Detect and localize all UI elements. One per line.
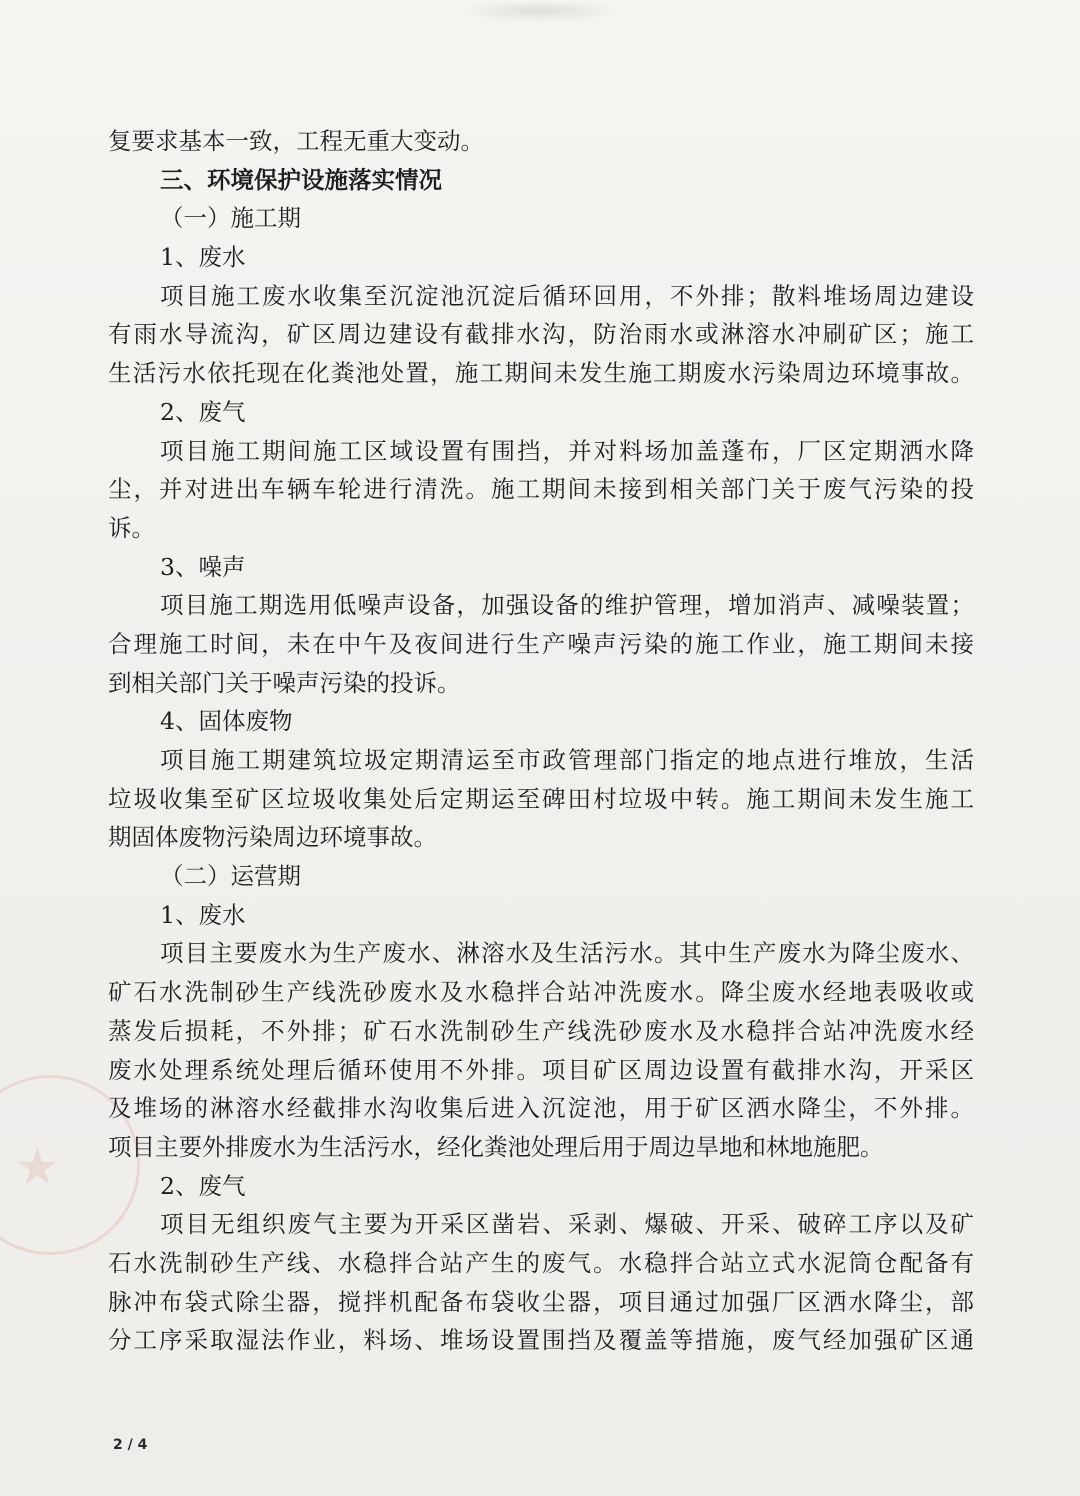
text-line: 尘，并对进出车辆车轮进行清洗。施工期间未接到相关部门关于废气污染的投: [108, 475, 974, 504]
text-line: 项目施工废水收集至沉淀池沉淀后循环回用，不外排；散料堆场周边建设: [160, 281, 974, 310]
text-line: 废水处理系统处理后循环使用不外排。项目矿区周边设置有截排水沟，开采区: [108, 1055, 974, 1084]
sub-heading: （二）运营期: [160, 862, 301, 891]
seal-star-icon: ★: [15, 1138, 60, 1196]
section-heading: 三、环境保护设施落实情况: [160, 165, 442, 194]
text-line: 分工序采取湿法作业，料场、堆场设置围挡及覆盖等措施，废气经加强矿区通: [108, 1326, 974, 1355]
sub-heading: 1、废水: [160, 900, 246, 929]
bleed-through-mark: [460, 0, 620, 22]
text-line: 生活污水依托现在化粪池处置，施工期间未发生施工期废水污染周边环境事故。: [108, 359, 974, 388]
text-line: 项目施工期建筑垃圾定期清运至市政管理部门指定的地点进行堆放，生活: [160, 746, 974, 774]
text-line: 项目主要废水为生产废水、淋溶水及生活污水。其中生产废水为降尘废水、: [160, 939, 974, 968]
text-line: 项目施工期选用低噪声设备，加强设备的维护管理，增加消声、减噪装置；: [160, 591, 974, 620]
text-line: 期固体废物污染周边环境事故。: [108, 823, 437, 852]
sub-heading: （一）施工期: [160, 204, 301, 233]
document-body: [108, 122, 974, 1360]
text-line: 有雨水导流沟，矿区周边建设有截排水沟，防治雨水或淋溶水冲刷矿区；施工: [108, 320, 974, 349]
text-line: 垃圾收集至矿区垃圾收集处后定期运至碑田村垃圾中转。施工期间未发生施工: [108, 784, 974, 813]
text-line: 到相关部门关于噪声污染的投诉。: [108, 668, 461, 697]
sub-heading: 4、固体废物: [160, 707, 293, 736]
text-line: 及堆场的淋溶水经截排水沟收集后进入沉淀池，用于矿区洒水降尘，不外排。: [108, 1094, 974, 1123]
text-line: 合理施工时间，未在中午及夜间进行生产噪声污染的施工作业，施工期间未接: [108, 629, 974, 658]
text-line: 蒸发后损耗，不外排；矿石水洗制砂生产线洗砂废水及水稳拌合站冲洗废水经: [108, 1016, 974, 1045]
sub-heading: 3、噪声: [160, 552, 246, 581]
sub-heading: 2、废气: [160, 1171, 246, 1200]
text-line: 复要求基本一致，工程无重大变动。: [108, 127, 484, 155]
page-number: 2 / 4: [113, 1437, 148, 1453]
text-line: 项目无组织废气主要为开采区凿岩、采剥、爆破、开采、破碎工序以及矿: [160, 1210, 974, 1239]
text-line: 项目主要外排废水为生活污水，经化粪池处理后用于周边旱地和林地施肥。: [108, 1132, 884, 1161]
text-line: 石水洗制砂生产线、水稳拌合站产生的废气。水稳拌合站立式水泥筒仓配备有: [108, 1248, 974, 1277]
text-line: 项目施工期间施工区域设置有围挡，并对料场加盖蓬布，厂区定期洒水降: [160, 436, 974, 465]
text-line: 脉冲布袋式除尘器，搅拌机配备布袋收尘器，项目通过加强厂区洒水降尘，部: [108, 1287, 974, 1316]
sub-heading: 1、废水: [160, 243, 246, 272]
sub-heading: 2、废气: [160, 397, 246, 426]
text-line: 诉。: [108, 513, 155, 542]
text-line: 矿石水洗制砂生产线洗砂废水及水稳拌合站冲洗废水。降尘废水经地表吸收或: [108, 978, 974, 1007]
